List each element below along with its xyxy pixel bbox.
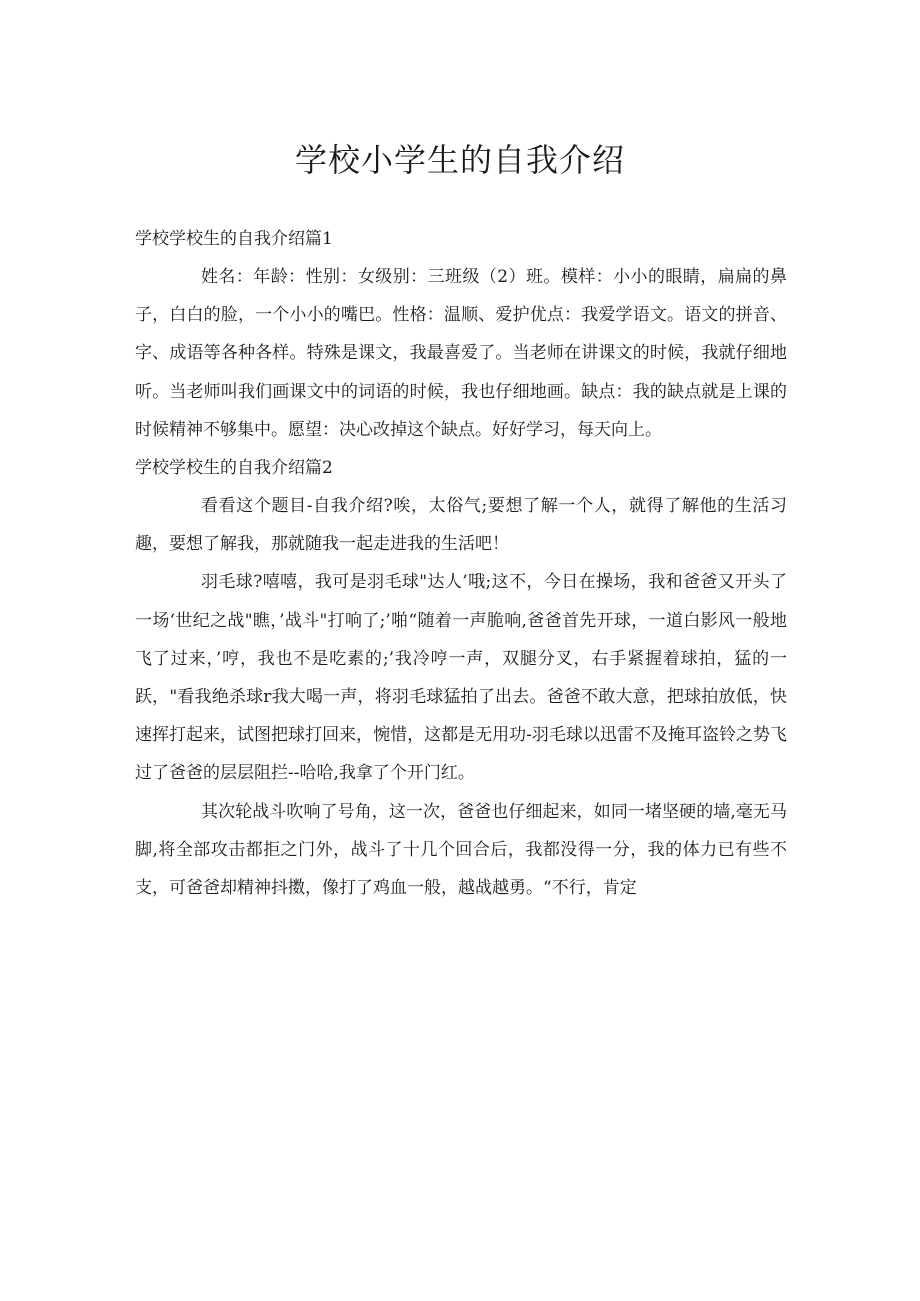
document-title: 学校小学生的自我介绍 <box>294 141 625 179</box>
section-2-paragraph-3: 其次轮战斗吹响了号角，这一次，爸爸也仔细起来，如同一堵坚硬的墙,毫无马脚,将全部攻击都拒之门外，战斗了十几个回合后，我都没得一分，我的体力已有些不支，可爸爸却精神抖擞，像打了鸡血一般，越战越勇。“不行，肯定 <box>135 801 787 899</box>
section-heading-2: 学校学校生的自我介绍篇2 <box>135 458 333 479</box>
section-2-paragraph-1: 看看这个题目-自我介绍?唉，太俗气;要想了解一个人，就得了解他的生活习趣，要想了解我，那就随我一起走进我的生活吧！ <box>135 496 787 555</box>
document-body <box>135 220 787 907</box>
section-heading-1: 学校学校生的自我介绍篇1 <box>135 229 333 249</box>
section-2-paragraph-2: 羽毛球?嘻嘻，我可是羽毛球"达人’哦;这不，今日在操场，我和爸爸又开头了一场‘世纪之战"瞧，’战斗"打响了;’啪“随着一声脆响,爸爸首先开球，一道白影风一般地飞了过来，’哼，我也不是吃素的;’我冷哼一声，双腿分叉，右手紧握着球拍，猛的一跃，"看我绝杀球r我大喝一声，将羽毛球猛拍了出去。爸爸不敢大意，把球拍放低，快速挥打起来，试图把球打回来，惋惜，这都是无用功-羽毛球以迅雷不及掩耳盗铃之势飞过了爸爸的层层阻拦--哈哈,我拿了个开门红。 <box>135 572 787 784</box>
section-1-paragraph-1: 姓名：年龄：性别：女级别：三班级（2）班。模样：小小的眼睛，扁扁的鼻子，白白的脸，一个小小的嘴巴。性格：温顺、爱护优点：我爱学语文。语文的拼音、字、成语等各种各样。特殊是课文，我最喜爱了。当老师在讲课文的时候，我就仔细地听。当老师叫我们画课文中的词语的时候，我也仔细地画。缺点：我的缺点就是上课的时候精神不够集中。愿望：决心改掉这个缺点。好好学习，每天向上。 <box>135 267 787 440</box>
